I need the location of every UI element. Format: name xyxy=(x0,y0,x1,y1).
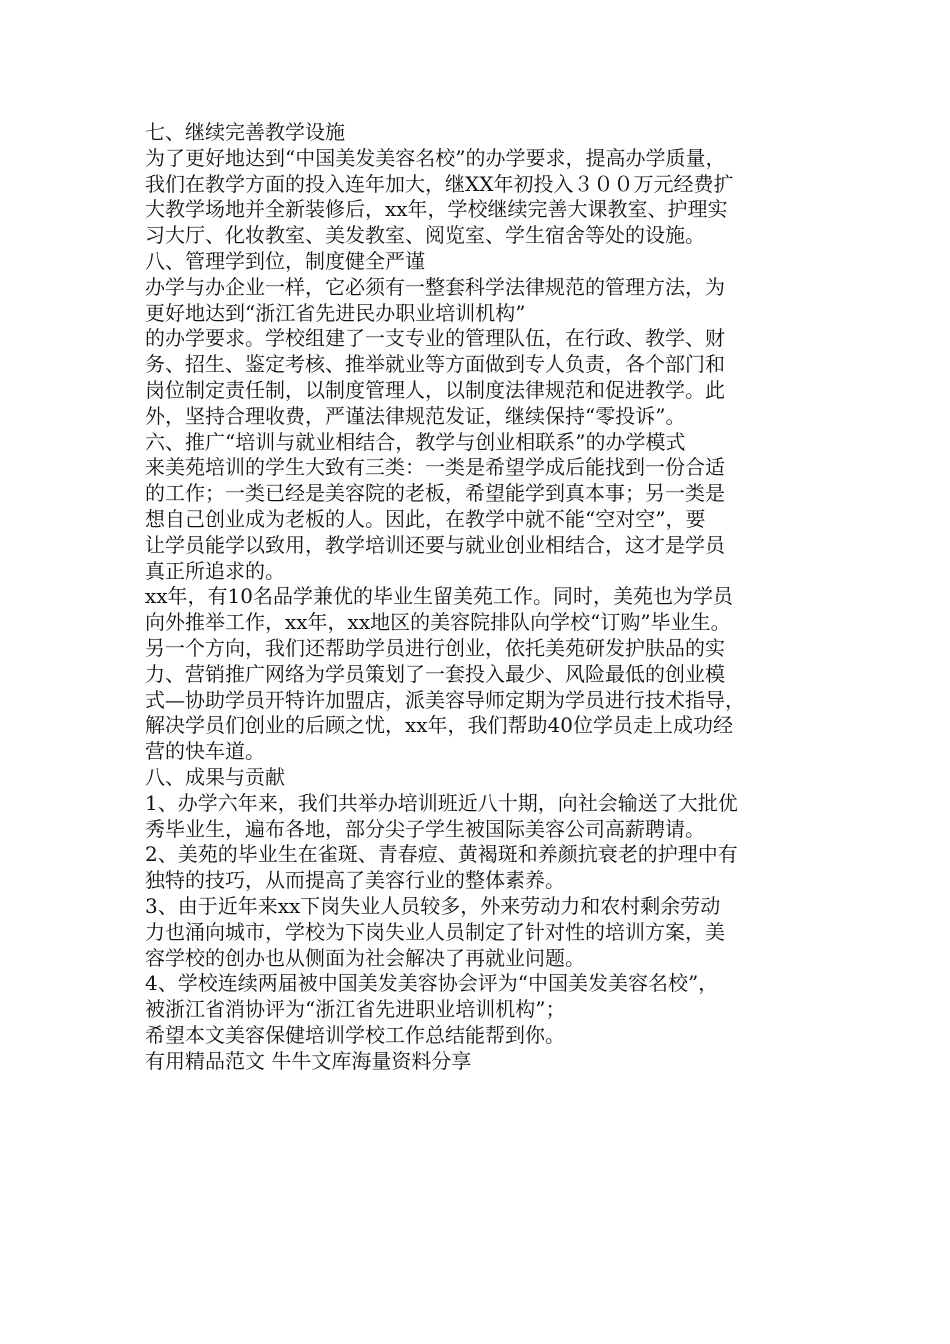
text-line: 真正所追求的。 xyxy=(145,558,285,583)
text-line: 更好地达到“浙江省先进民办职业培训机构” xyxy=(145,300,526,325)
text-line: 另一个方向，我们还帮助学员进行创业，依托美苑研发护肤品的实 xyxy=(145,635,725,660)
text-line: 3、由于近年来xx下岗失业人员较多，外来劳动力和农村剩余劳动 xyxy=(145,893,721,918)
text-line: 式—协助学员开特许加盟店，派美容导师定期为学员进行技术指导， xyxy=(145,687,745,712)
heading-section-8-management: 八、管理学到位，制度健全严谨 xyxy=(145,248,425,273)
text-line: 力、营销推广网络为学员策划了一套投入最少、风险最低的创业模 xyxy=(145,661,725,686)
text-line: 的工作；一类已经是美容院的老板，希望能学到真本事；另一类是 xyxy=(145,481,725,506)
text-line: 的办学要求。学校组建了一支专业的管理队伍，在行政、教学、财 xyxy=(145,326,725,351)
text-line: 习大厅、化妆教室、美发教室、阅览室、学生宿舍等处的设施。 xyxy=(145,223,705,248)
text-line: 营的快车道。 xyxy=(145,739,265,764)
text-line: 独特的技巧，从而提高了美容行业的整体素养。 xyxy=(145,868,565,893)
text-line: 想自己创业成为老板的人。因此，在教学中就不能“空对空”，要 xyxy=(145,506,706,531)
text-line: 来美苑培训的学生大致有三类：一类是希望学成后能找到一份合适 xyxy=(145,455,725,480)
text-line: 让学员能学以致用，教学培训还要与就业创业相结合，这才是学员 xyxy=(145,532,725,557)
text-line: 力也涌向城市，学校为下岗失业人员制定了针对性的培训方案，美 xyxy=(145,919,725,944)
text-line: 1、办学六年来，我们共举办培训班近八十期，向社会输送了大批优 xyxy=(145,790,738,815)
text-line: 岗位制定责任制，以制度管理人，以制度法律规范和促进教学。此 xyxy=(145,377,725,402)
text-line: 2、美苑的毕业生在雀斑、青春痘、黄褐斑和养颜抗衰老的护理中有 xyxy=(145,842,738,867)
text-line: 务、招生、鉴定考核、推举就业等方面做到专人负责，各个部门和 xyxy=(145,352,725,377)
text-line: 被浙江省消协评为“浙江省先进职业培训机构”； xyxy=(145,997,566,1022)
footer-source-line: 有用精品范文 牛牛文库海量资料分享 xyxy=(145,1048,472,1073)
closing-line: 希望本文美容保健培训学校工作总结能帮到你。 xyxy=(145,1022,565,1047)
text-line: xx年，有10名品学兼优的毕业生留美苑工作。同时，美苑也为学员 xyxy=(145,584,734,609)
text-line: 办学与办企业一样，它必须有一整套科学法律规范的管理方法，为 xyxy=(145,274,725,299)
text-line: 我们在教学方面的投入连年加大，继XX年初投入３００万元经费扩 xyxy=(145,171,734,196)
heading-section-7: 七、继续完善教学设施 xyxy=(145,120,345,144)
text-line: 向外推举工作，xx年，xx地区的美容院排队向学校“订购”毕业生。 xyxy=(145,610,731,635)
document-body xyxy=(145,120,825,1074)
text-line: 秀毕业生，遍布各地，部分尖子学生被国际美容公司高薪聘请。 xyxy=(145,816,705,841)
text-line: 外，坚持合理收费，严谨法律规范发证，继续保持“零投诉”。 xyxy=(145,403,686,428)
text-line: 大教学场地并全新装修后，xx年，学校继续完善大课教室、护理实 xyxy=(145,197,728,222)
text-line: 容学校的创办也从侧面为社会解决了再就业问题。 xyxy=(145,945,585,970)
text-line: 为了更好地达到“中国美发美容名校”的办学要求，提高办学质量， xyxy=(145,145,726,170)
text-line: 解决学员们创业的后顾之忧，xx年，我们帮助40位学员走上成功经 xyxy=(145,713,734,738)
heading-section-6: 六、推广“培训与就业相结合，教学与创业相联系”的办学模式 xyxy=(145,429,686,454)
text-line: 4、学校连续两届被中国美发美容协会评为“中国美发美容名校”， xyxy=(145,971,719,996)
heading-section-8-achievements: 八、成果与贡献 xyxy=(145,764,285,789)
